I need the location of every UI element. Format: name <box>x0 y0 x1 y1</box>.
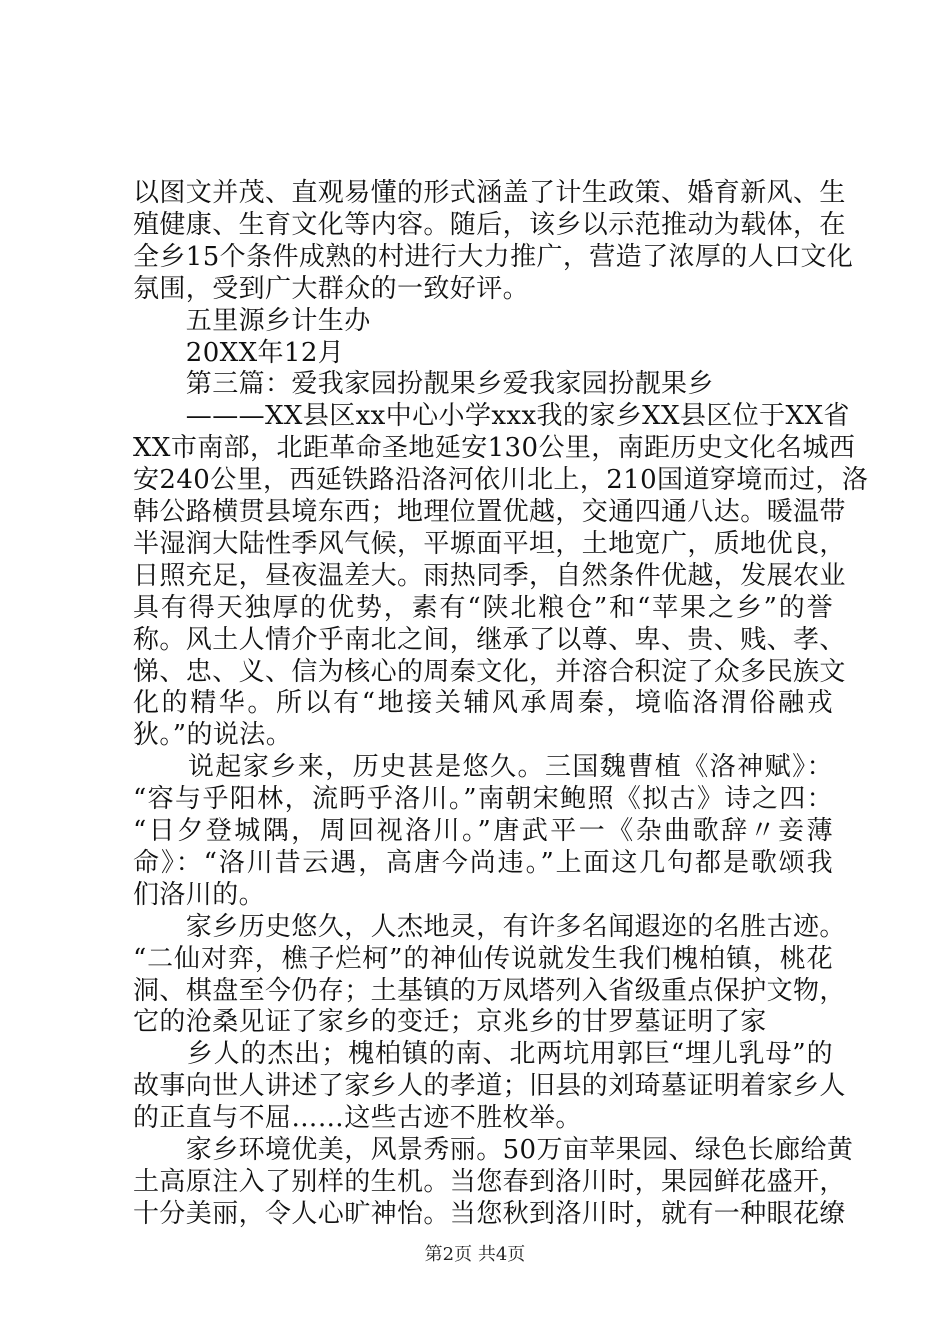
text-line: 安240公里，西延铁路沿洛河依川北上，210国道穿境而过，洛 <box>133 465 869 496</box>
text-line: 家乡环境优美，风景秀丽。50万亩苹果园、绿色长廊给黄 <box>133 1135 854 1165</box>
text-line: 20XX年12月 <box>133 337 345 368</box>
text-line: 狄。”的说法。 <box>133 720 293 751</box>
text-line: 五里源乡计生办 <box>133 305 371 336</box>
text-line: 日照充足，昼夜温差大。雨热同季，自然条件优越，发展农业 <box>133 560 846 591</box>
text-line: ———XX县区xx中心小学xxx我的家乡XX县区位于XX省 <box>133 401 850 432</box>
text-line: 半湿润大陆性季风气候，平塬面平坦，土地宽广，质地优良， <box>133 528 846 559</box>
text-line: 的正直与不屈……这些古迹不胜枚举。 <box>133 1103 582 1134</box>
text-line: “日夕登城隅，周回视洛川。”唐武平一《杂曲歌辞〃妾薄 <box>133 816 833 846</box>
text-line: “二仙对弈，樵子烂柯”的神仙传说就发生我们槐柏镇，桃花 <box>133 943 833 974</box>
text-line: 命》：“洛川昔云遇，高唐今尚违。”上面这几句都是歌颂我 <box>133 847 833 878</box>
text-line: XX市南部，北距革命圣地延安130公里，南距历史文化名城西 <box>133 433 856 464</box>
text-line: 称。风土人情介乎南北之间，继承了以尊、卑、贵、贱、孝、 <box>133 624 846 655</box>
text-line: “容与乎阳林，流眄乎洛川。”南朝宋鲍照《拟古》诗之四： <box>133 784 833 815</box>
text-line: 土高原注入了别样的生机。当您春到洛川时，果园鲜花盛开， <box>133 1166 846 1197</box>
text-line: 们洛川的。 <box>133 879 266 910</box>
text-line: 乡人的杰出；槐柏镇的南、北两坑用郭巨“埋儿乳母”的 <box>133 1039 833 1070</box>
text-line: 氛围，受到广大群众的一致好评。 <box>133 273 530 304</box>
text-line: 家乡历史悠久，人杰地灵，有许多名闻遐迩的名胜古迹。 <box>133 911 846 942</box>
text-line: 十分美丽，令人心旷神怡。当您秋到洛川时，就有一种眼花缭 <box>133 1198 846 1229</box>
text-line: 全乡15个条件成熟的村进行大力推广，营造了浓厚的人口文化 <box>133 241 854 272</box>
text-line: 具有得天独厚的优势，素有“陕北粮仓”和“苹果之乡”的誉 <box>133 592 833 623</box>
text-line: 殖健康、生育文化等内容。随后，该乡以示范推动为载体，在 <box>133 209 846 240</box>
page-footer: 第2页 共4页 <box>424 1244 526 1265</box>
text-line: 以图文并茂、直观易懂的形式涵盖了计生政策、婚育新风、生 <box>133 178 846 208</box>
text-line: 韩公路横贯县境东西；地理位置优越，交通四通八达。暖温带 <box>133 497 846 527</box>
text-line: 说起家乡来，历史甚是悠久。三国魏曹植《洛神赋》： <box>133 752 833 783</box>
text-line: 第三篇：爱我家园扮靓果乡爱我家园扮靓果乡 <box>133 369 714 400</box>
text-line: 悌、忠、义、信为核心的周秦文化，并溶合积淀了众多民族文 <box>133 656 846 687</box>
text-line: 化的精华。所以有“地接关辅风承周秦，境临洛渭俗融戎 <box>133 688 833 719</box>
text-line: 洞、棋盘至今仍存；土基镇的万凤塔列入省级重点保护文物， <box>133 975 846 1006</box>
text-line: 故事向世人讲述了家乡人的孝道；旧县的刘琦墓证明着家乡人 <box>133 1071 846 1102</box>
text-line: 它的沧桑见证了家乡的变迁；京兆乡的甘罗墓证明了家 <box>133 1007 767 1038</box>
